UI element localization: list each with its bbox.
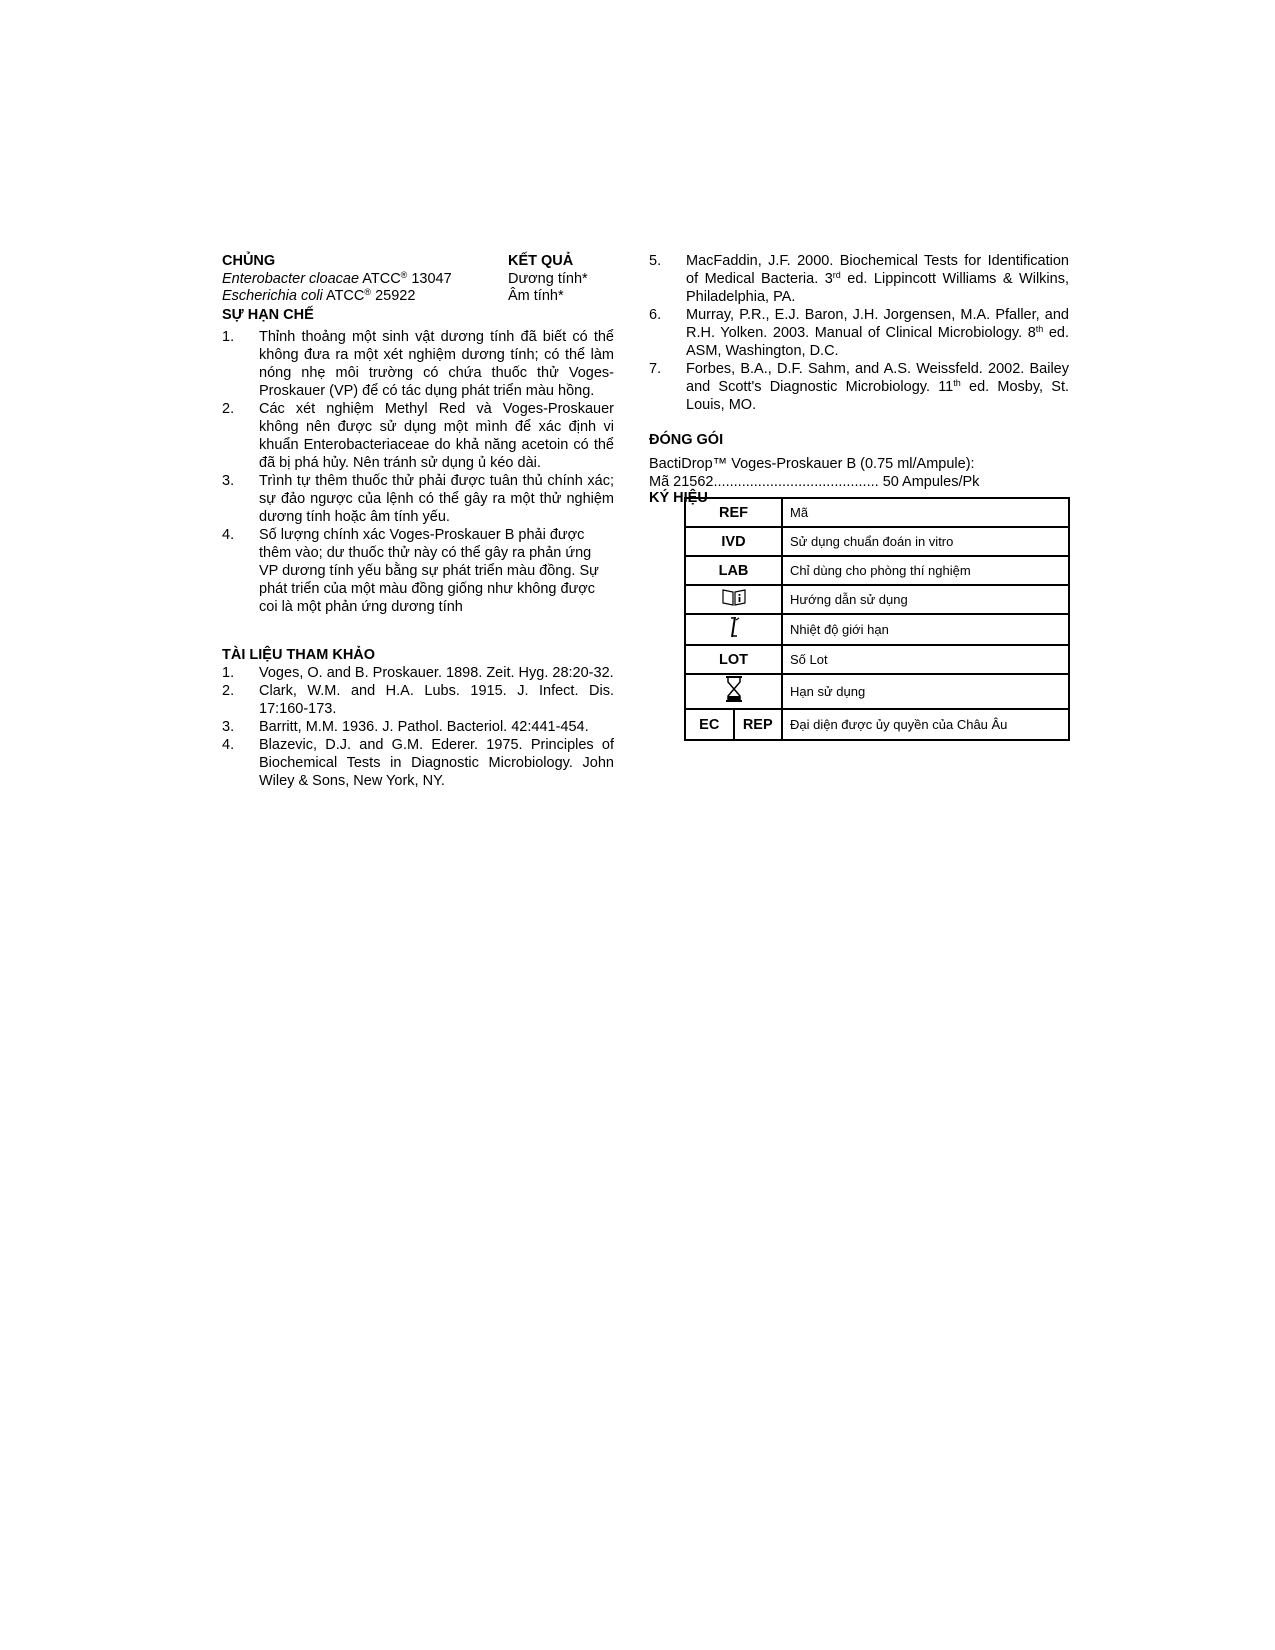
strain-result: Âm tính* xyxy=(508,288,564,304)
atcc-label: ATCC xyxy=(362,270,401,287)
strain-row xyxy=(222,270,614,288)
limitations-title: SỰ HẠN CHẾ xyxy=(222,306,314,323)
registered-mark: ® xyxy=(364,287,372,297)
references-list-continued xyxy=(649,252,1069,414)
list-item: 5. MacFaddin, J.F. 2000. Biochemical Tests for Identification of Medical Bacteria. 3rd ed. Lippincott Williams & Wilkins, Philadelphia, PA. xyxy=(649,253,1069,305)
strain-header-label: CHỦNG xyxy=(222,253,276,269)
list-item: 4. Số lượng chính xác Voges-Proskauer B phải được thêm vào; dư thuốc thử này có thể gây ra phản ứng VP dương tính yếu bằng sự phát triển màu đồng. Sự phát triển của một màu đồng giống như không được coi là một phản ứng dương tính xyxy=(222,526,599,615)
rep-label: REP xyxy=(742,716,773,733)
lot-symbol: LOT xyxy=(685,645,782,674)
symbol-description: Đại diện được ủy quyền của Châu Âu xyxy=(782,709,1069,740)
right-column xyxy=(649,252,1069,507)
hourglass-icon xyxy=(724,675,744,703)
registered-mark: ® xyxy=(400,269,408,280)
packaging-title: ĐÓNG GÓI xyxy=(649,432,724,448)
list-item: 2. Các xét nghiệm Methyl Red và Voges-Proskauer không nên được sử dụng một mình để xác định vi khuẩn Enterobacteriaceae do khả năng acetoin có thể đã bị phá hủy. Nên tránh sử dụng ủ kéo dài. xyxy=(222,400,614,471)
symbol-description: Hướng dẫn sử dụng xyxy=(782,585,1069,614)
symbol-description: Mã xyxy=(782,498,1069,527)
ec-rep-symbol xyxy=(685,709,782,740)
symbol-description: Chỉ dùng cho phòng thí nghiệm xyxy=(782,556,1069,585)
table-row xyxy=(685,709,1069,740)
table-row xyxy=(685,498,1069,527)
ivd-symbol: IVD xyxy=(685,527,782,556)
strain-result: Dương tính* xyxy=(508,270,588,287)
atcc-label: ATCC xyxy=(325,288,365,304)
list-item: 4. Blazevic, D.J. and G.M. Ederer. 1975. Principles of Biochemical Tests in Diagnostic Microbiology. John Wiley & Sons, New York, NY. xyxy=(222,736,614,789)
list-item: 3. Trình tự thêm thuốc thử phải được tuân thủ chính xác; sự đảo ngược của lệnh có thể gây ra một thử nghiệm dương tính hoặc âm tính yếu. xyxy=(222,472,614,525)
strain-header xyxy=(222,252,614,270)
list-item: 2. Clark, W.M. and H.A. Lubs. 1915. J. Infect. Dis. 17:160-173. xyxy=(222,682,614,717)
packaging-line-2: Mã 21562......................................... 50 Ampules/Pk xyxy=(649,474,980,490)
table-row xyxy=(685,674,1069,709)
atcc-number: 25922 xyxy=(375,288,416,304)
table-row xyxy=(685,556,1069,585)
list-item: 7. Forbes, B.A., D.F. Sahm, and A.S. Weissfeld. 2002. Bailey and Scott's Diagnostic Microbiology. 11th ed. Mosby, St. Louis, MO. xyxy=(649,361,1070,413)
expiry-symbol xyxy=(685,674,782,709)
symbol-description: Số Lot xyxy=(782,645,1069,674)
packaging-line-1: BactiDrop™ Voges-Proskauer B (0.75 ml/Ampule): xyxy=(649,456,975,472)
symbol-description: Hạn sử dụng xyxy=(782,674,1069,709)
left-column xyxy=(222,252,614,790)
symbol-description: Nhiệt độ giới hạn xyxy=(782,614,1069,645)
result-header-label: KẾT QUẢ xyxy=(508,253,574,269)
table-row xyxy=(685,614,1069,645)
ec-label: EC xyxy=(699,716,720,733)
temperature-symbol xyxy=(685,614,782,645)
symbol-description: Sử dụng chuẩn đoán in vitro xyxy=(782,527,1069,556)
limitations-list xyxy=(222,328,614,616)
temperature-limit-icon xyxy=(724,615,744,639)
references-list xyxy=(222,664,614,790)
atcc-number: 13047 xyxy=(411,270,452,287)
list-item: 6. Murray, P.R., E.J. Baron, J.H. Jorgensen, M.A. Pfaller, and R.H. Yolken. 2003. Manual of Clinical Microbiology. 8th ed. ASM, Washington, D.C. xyxy=(649,307,1069,359)
instructions-symbol xyxy=(685,585,782,614)
table-row xyxy=(685,585,1069,614)
strain-name: Escherichia coli xyxy=(222,288,323,304)
list-item: 3. Barritt, M.M. 1936. J. Pathol. Bacteriol. 42:441-454. xyxy=(222,718,589,735)
list-item: 1. Thỉnh thoảng một sinh vật dương tính đã biết có thể không đưa ra một xét nghiệm dương tính; có thể làm nóng nhẹ môi trường có chứa thuốc thử Voges-Proskauer (VP) để có tác dụng phát triển màu hồng. xyxy=(222,328,614,399)
references-title: TÀI LIỆU THAM KHẢO xyxy=(222,646,376,663)
ref-symbol: REF xyxy=(685,498,782,527)
symbols-table xyxy=(684,497,1070,741)
list-item: 1. Voges, O. and B. Proskauer. 1898. Zeit. Hyg. 28:20-32. xyxy=(222,664,614,681)
strain-name: Enterobacter cloacae xyxy=(222,270,360,287)
table-row xyxy=(685,645,1069,674)
instructions-book-icon xyxy=(721,587,747,607)
lab-symbol: LAB xyxy=(685,556,782,585)
table-row xyxy=(685,527,1069,556)
strain-row xyxy=(222,287,614,305)
symbols-title: KÝ HIỆU xyxy=(649,490,708,506)
